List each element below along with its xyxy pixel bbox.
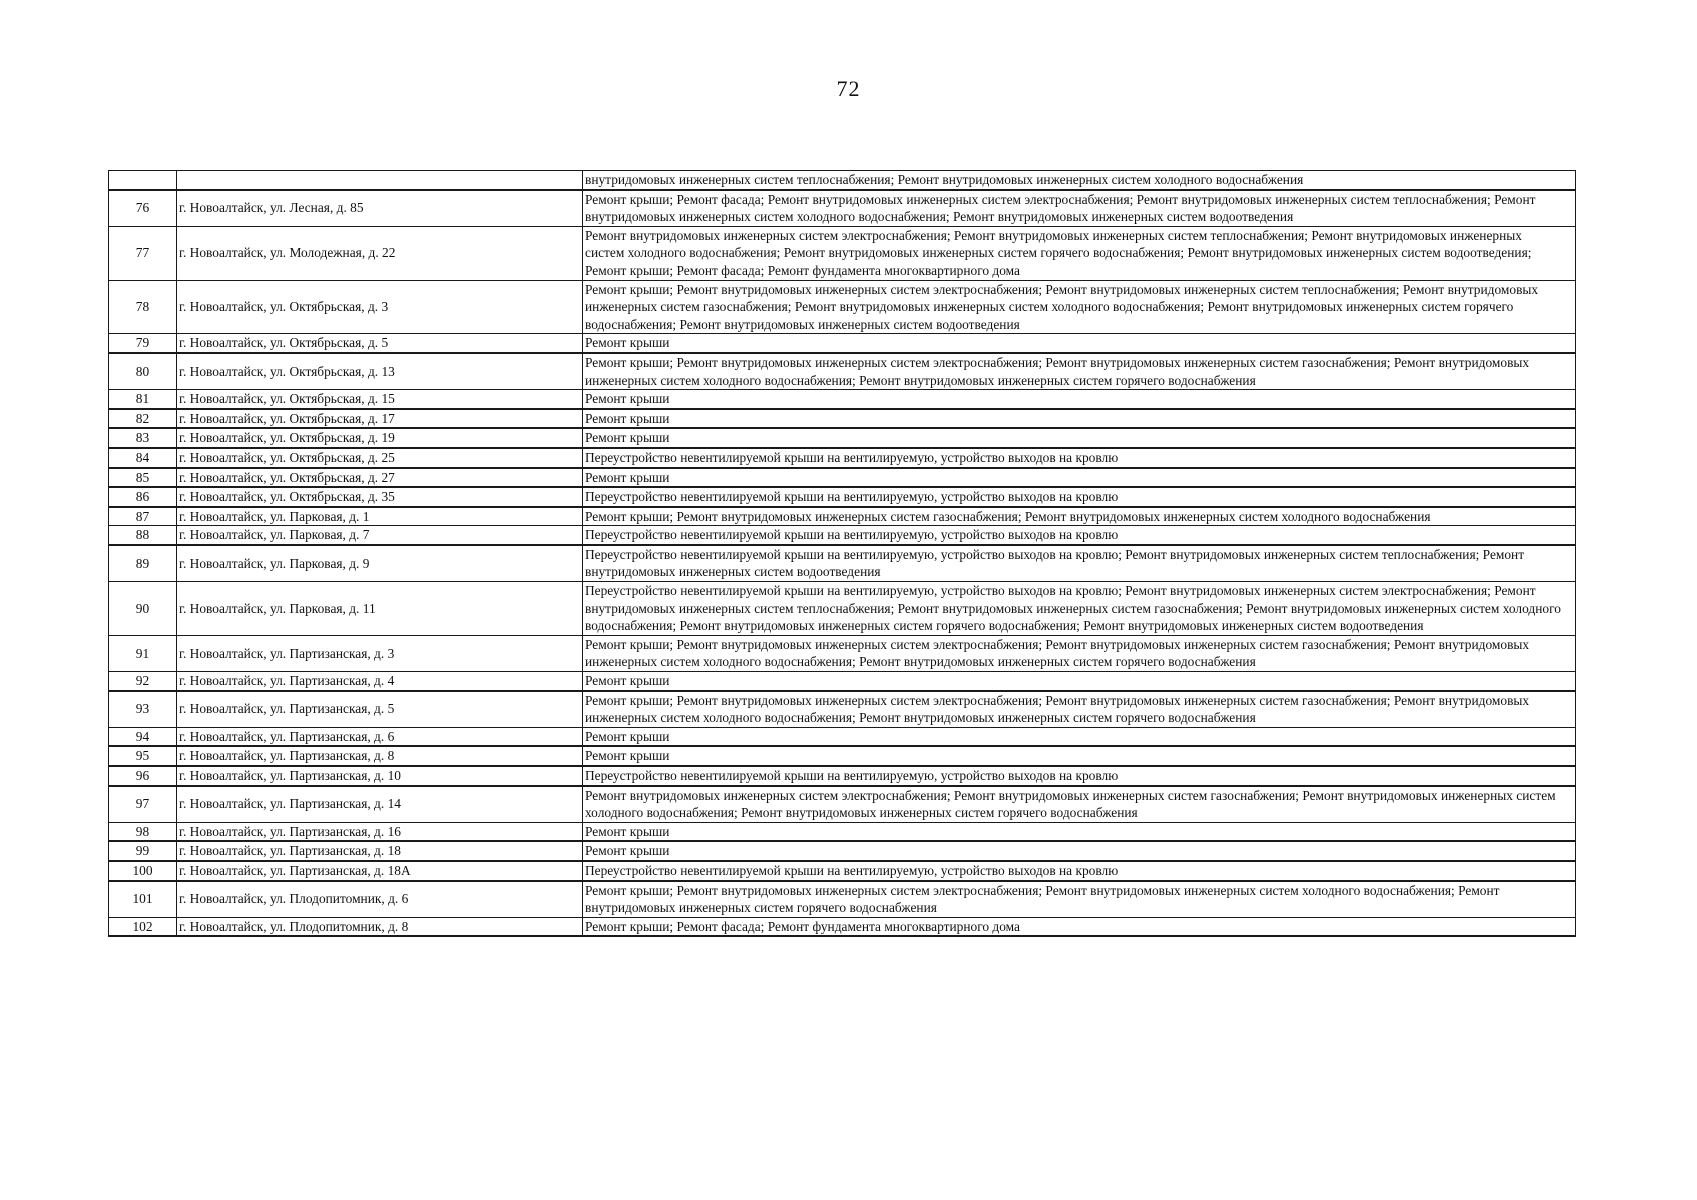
row-address: г. Новоалтайск, ул. Октябрьская, д. 13 — [177, 353, 583, 390]
table-row — [109, 334, 1576, 353]
row-works: Ремонт внутридомовых инженерных систем электроснабжения; Ремонт внутридомовых инженерных систем теплоснабжения; Ремонт внутридомовых инженерных систем холодного водоснабжения; Ремонт внутридомовых инженерных систем горячего водоснабжения; Ремонт внутридомовых инженерных систем водоотведения; Ремонт крыши; Ремонт фасада; Ремонт фундамента многоквартирного дома — [583, 226, 1576, 280]
row-number: 97 — [109, 786, 177, 823]
row-number: 76 — [109, 190, 177, 227]
table-row — [109, 468, 1576, 488]
table-row — [109, 190, 1576, 227]
row-address: г. Новоалтайск, ул. Октябрьская, д. 5 — [177, 334, 583, 353]
table-row — [109, 786, 1576, 823]
row-works: Переустройство невентилируемой крыши на вентилируемую, устройство выходов на кровлю — [583, 448, 1576, 468]
table-row — [109, 746, 1576, 766]
row-number: 83 — [109, 428, 177, 448]
row-works: Ремонт крыши — [583, 746, 1576, 766]
table-row — [109, 507, 1576, 526]
table-row — [109, 409, 1576, 429]
table-row — [109, 353, 1576, 390]
row-works: Переустройство невентилируемой крыши на вентилируемую, устройство выходов на кровлю; Ремонт внутридомовых инженерных систем теплоснабжения; Ремонт внутридомовых инженерных систем водоотведения — [583, 545, 1576, 582]
row-number: 82 — [109, 409, 177, 429]
row-works: внутридомовых инженерных систем теплоснабжения; Ремонт внутридомовых инженерных систем холодного водоснабжения — [583, 171, 1576, 190]
row-address: г. Новоалтайск, ул. Плодопитомник, д. 8 — [177, 917, 583, 936]
row-works: Ремонт крыши; Ремонт внутридомовых инженерных систем электроснабжения; Ремонт внутридомовых инженерных систем газоснабжения; Ремонт внутридомовых инженерных систем холодного водоснабжения; Ремонт внутридомовых инженерных систем горячего водоснабжения — [583, 691, 1576, 728]
row-number: 79 — [109, 334, 177, 353]
row-number: 90 — [109, 582, 177, 636]
row-address: г. Новоалтайск, ул. Парковая, д. 11 — [177, 582, 583, 636]
row-works: Ремонт крыши — [583, 428, 1576, 448]
row-number: 88 — [109, 526, 177, 545]
table-row — [109, 280, 1576, 334]
row-works: Ремонт крыши — [583, 841, 1576, 861]
row-works: Ремонт крыши — [583, 390, 1576, 409]
row-number: 92 — [109, 672, 177, 691]
row-works: Ремонт крыши — [583, 822, 1576, 841]
row-number: 101 — [109, 881, 177, 918]
row-number: 77 — [109, 226, 177, 280]
row-address: г. Новоалтайск, ул. Октябрьская, д. 3 — [177, 280, 583, 334]
row-works: Переустройство невентилируемой крыши на вентилируемую, устройство выходов на кровлю — [583, 766, 1576, 786]
row-address: г. Новоалтайск, ул. Парковая, д. 9 — [177, 545, 583, 582]
table-row — [109, 841, 1576, 861]
row-address: г. Новоалтайск, ул. Партизанская, д. 10 — [177, 766, 583, 786]
row-address: г. Новоалтайск, ул. Октябрьская, д. 17 — [177, 409, 583, 429]
row-number — [109, 171, 177, 190]
row-number: 86 — [109, 487, 177, 507]
row-address: г. Новоалтайск, ул. Октябрьская, д. 27 — [177, 468, 583, 488]
row-number: 99 — [109, 841, 177, 861]
row-works: Ремонт крыши; Ремонт фасада; Ремонт фундамента многоквартирного дома — [583, 917, 1576, 936]
row-number: 81 — [109, 390, 177, 409]
table-row — [109, 917, 1576, 936]
row-address: г. Новоалтайск, ул. Партизанская, д. 6 — [177, 727, 583, 746]
row-address: г. Новоалтайск, ул. Партизанская, д. 18 — [177, 841, 583, 861]
row-number: 80 — [109, 353, 177, 390]
row-number: 100 — [109, 861, 177, 881]
row-works: Ремонт крыши; Ремонт внутридомовых инженерных систем электроснабжения; Ремонт внутридомовых инженерных систем холодного водоснабжения; Ремонт внутридомовых инженерных систем горячего водоснабжения — [583, 881, 1576, 918]
table-row — [109, 226, 1576, 280]
table-row — [109, 428, 1576, 448]
table-row — [109, 545, 1576, 582]
row-number: 89 — [109, 545, 177, 582]
row-number: 91 — [109, 635, 177, 671]
row-works: Ремонт крыши; Ремонт внутридомовых инженерных систем газоснабжения; Ремонт внутридомовых инженерных систем холодного водоснабжения — [583, 507, 1576, 526]
row-number: 87 — [109, 507, 177, 526]
table-row — [109, 390, 1576, 409]
row-address: г. Новоалтайск, ул. Октябрьская, д. 25 — [177, 448, 583, 468]
row-number: 94 — [109, 727, 177, 746]
row-number: 93 — [109, 691, 177, 728]
row-works: Ремонт крыши; Ремонт фасада; Ремонт внутридомовых инженерных систем электроснабжения; Ремонт внутридомовых инженерных систем теплоснабжения; Ремонт внутридомовых инженерных систем холодного водоснабжения; Ремонт внутридомовых инженерных систем водоотведения — [583, 190, 1576, 227]
repair-table — [108, 170, 1576, 937]
table-row — [109, 822, 1576, 841]
row-address: г. Новоалтайск, ул. Молодежная, д. 22 — [177, 226, 583, 280]
table-row — [109, 448, 1576, 468]
table-row — [109, 171, 1576, 190]
table-row — [109, 526, 1576, 545]
row-works: Ремонт крыши — [583, 672, 1576, 691]
row-address: г. Новоалтайск, ул. Партизанская, д. 3 — [177, 635, 583, 671]
row-address: г. Новоалтайск, ул. Парковая, д. 1 — [177, 507, 583, 526]
row-works: Ремонт крыши — [583, 727, 1576, 746]
row-address: г. Новоалтайск, ул. Партизанская, д. 5 — [177, 691, 583, 728]
row-works: Ремонт крыши — [583, 334, 1576, 353]
row-works: Ремонт крыши — [583, 409, 1576, 429]
row-number: 102 — [109, 917, 177, 936]
row-address: г. Новоалтайск, ул. Партизанская, д. 16 — [177, 822, 583, 841]
table-row — [109, 582, 1576, 636]
row-address: г. Новоалтайск, ул. Октябрьская, д. 35 — [177, 487, 583, 507]
row-number: 95 — [109, 746, 177, 766]
table-row — [109, 487, 1576, 507]
row-address: г. Новоалтайск, ул. Партизанская, д. 4 — [177, 672, 583, 691]
table-row — [109, 727, 1576, 746]
table-row — [109, 635, 1576, 671]
row-works: Переустройство невентилируемой крыши на вентилируемую, устройство выходов на кровлю — [583, 861, 1576, 881]
row-address: г. Новоалтайск, ул. Партизанская, д. 8 — [177, 746, 583, 766]
table-row — [109, 766, 1576, 786]
row-address — [177, 171, 583, 190]
row-number: 84 — [109, 448, 177, 468]
row-address: г. Новоалтайск, ул. Партизанская, д. 18А — [177, 861, 583, 881]
row-address: г. Новоалтайск, ул. Плодопитомник, д. 6 — [177, 881, 583, 918]
row-works: Переустройство невентилируемой крыши на вентилируемую, устройство выходов на кровлю — [583, 526, 1576, 545]
row-number: 85 — [109, 468, 177, 488]
row-address: г. Новоалтайск, ул. Парковая, д. 7 — [177, 526, 583, 545]
row-works: Переустройство невентилируемой крыши на вентилируемую, устройство выходов на кровлю — [583, 487, 1576, 507]
table-body — [109, 171, 1576, 937]
row-number: 98 — [109, 822, 177, 841]
row-works: Ремонт крыши — [583, 468, 1576, 488]
row-works: Ремонт крыши; Ремонт внутридомовых инженерных систем электроснабжения; Ремонт внутридомовых инженерных систем теплоснабжения; Ремонт внутридомовых инженерных систем газоснабжения; Ремонт внутридомовых инженерных систем холодного водоснабжения; Ремонт внутридомовых инженерных систем горячего водоснабжения; Ремонт внутридомовых инженерных систем водоотведения — [583, 280, 1576, 334]
table-row — [109, 672, 1576, 691]
row-works: Ремонт крыши; Ремонт внутридомовых инженерных систем электроснабжения; Ремонт внутридомовых инженерных систем газоснабжения; Ремонт внутридомовых инженерных систем холодного водоснабжения; Ремонт внутридомовых инженерных систем горячего водоснабжения — [583, 353, 1576, 390]
row-number: 78 — [109, 280, 177, 334]
row-address: г. Новоалтайск, ул. Октябрьская, д. 15 — [177, 390, 583, 409]
table-row — [109, 691, 1576, 728]
row-address: г. Новоалтайск, ул. Октябрьская, д. 19 — [177, 428, 583, 448]
row-number: 96 — [109, 766, 177, 786]
row-address: г. Новоалтайск, ул. Лесная, д. 85 — [177, 190, 583, 227]
row-works: Переустройство невентилируемой крыши на вентилируемую, устройство выходов на кровлю; Ремонт внутридомовых инженерных систем электроснабжения; Ремонт внутридомовых инженерных систем теплоснабжения; Ремонт внутридомовых инженерных систем газоснабжения; Ремонт внутридомовых инженерных систем холодного водоснабжения; Ремонт внутридомовых инженерных систем горячего водоснабжения; Ремонт внутридомовых инженерных систем водоотведения — [583, 582, 1576, 636]
row-works: Ремонт крыши; Ремонт внутридомовых инженерных систем электроснабжения; Ремонт внутридомовых инженерных систем газоснабжения; Ремонт внутридомовых инженерных систем холодного водоснабжения; Ремонт внутридомовых инженерных систем горячего водоснабжения — [583, 635, 1576, 671]
table-row — [109, 881, 1576, 918]
table-row — [109, 861, 1576, 881]
row-address: г. Новоалтайск, ул. Партизанская, д. 14 — [177, 786, 583, 823]
row-works: Ремонт внутридомовых инженерных систем электроснабжения; Ремонт внутридомовых инженерных систем газоснабжения; Ремонт внутридомовых инженерных систем холодного водоснабжения; Ремонт внутридомовых инженерных систем горячего водоснабжения — [583, 786, 1576, 823]
page-number: 72 — [836, 76, 861, 101]
